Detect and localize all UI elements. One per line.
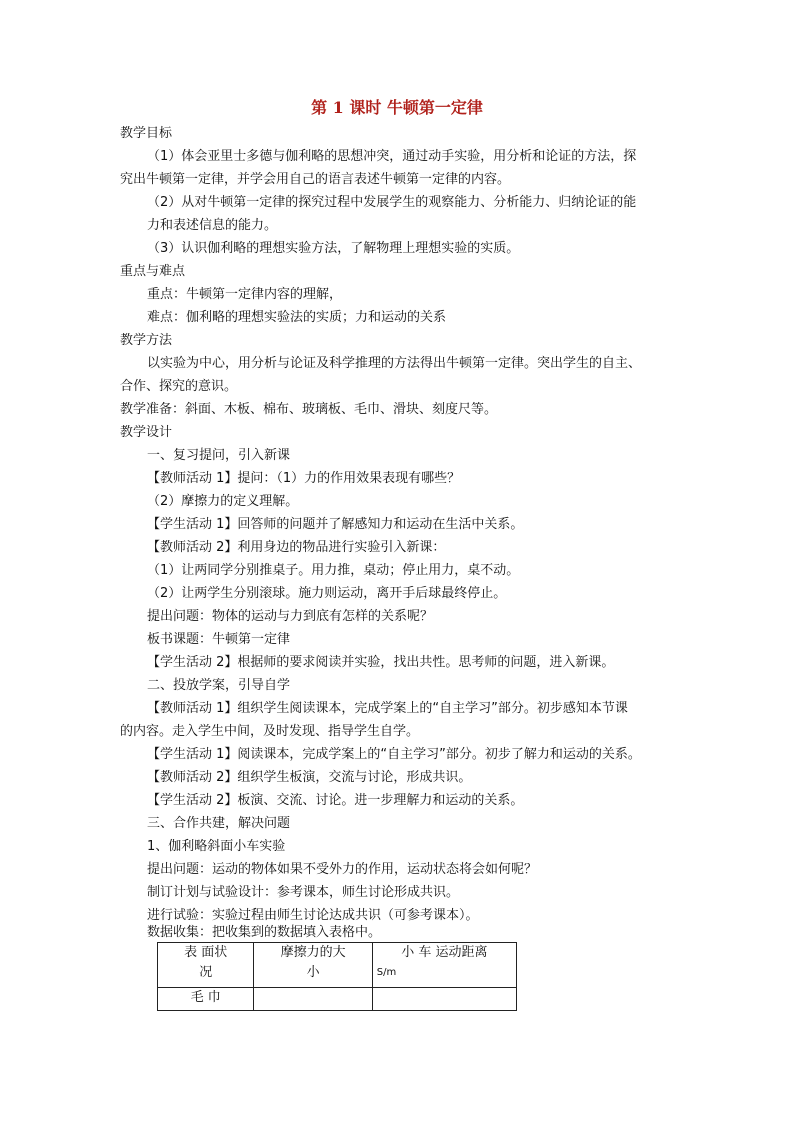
student-activity-2: 【学生活动 2】根据师的要求阅读并实验，找出共性。思考师的问题，进入新课。 [147,655,615,670]
step-2-teacher-activity-1-line-2: 的内容。走入学生中间，及时发现、指导学生自学。 [120,724,420,739]
objective-3: （3）认识伽利略的理想实验方法，了解物理上理想实验的实质。 [147,241,520,256]
step-2-student-activity-2: 【学生活动 2】板演、交流、讨论。进一步理解力和运动的关系。 [147,793,524,808]
design-step-2-heading: 二、投放学案，引导自学 [147,678,291,693]
section-heading-objectives: 教学目标 [120,126,173,141]
experiment-plan: 制订计划与试验设计：参考课本，师生讨论形成共识。 [147,885,460,900]
teacher-activity-2-item-2: （2）让两学生分别滚球。施力则运动，离开手后球最终停止。 [147,586,507,601]
step-2-teacher-activity-2: 【教师活动 2】组织学生板演，交流与讨论，形成共识。 [147,770,472,785]
objective-2-line-1: （2）从对牛顿第一定律的探究过程中发展学生的观察能力、分析能力、归纳论证的能 [147,195,637,210]
header-surface-line-1: 表 面状 [184,945,228,960]
objective-1-line-1: （1）体会亚里士多德与伽利略的思想冲突，通过动手实验，用分析和论证的方法，探 [147,149,637,164]
method-line-2: 合作、探究的意识。 [120,379,238,394]
row-surface: 毛 巾 [158,988,254,1011]
row-friction [254,988,372,1011]
step-2-teacher-activity-1-line-1: 【教师活动 1】组织学生阅读课本，完成学案上的“自主学习”部分。初步感知本节课 [147,701,628,716]
header-friction-line-1: 摩擦力的大 [280,945,346,960]
header-friction-line-2: 小 [306,965,320,980]
teacher-activity-1-item-2: （2）摩擦力的定义理解。 [147,494,299,509]
method-line-1: 以实验为中心，用分析与论证及科学推理的方法得出牛顿第一定律。突出学生的自主、 [147,356,642,371]
teacher-activity-2: 【教师活动 2】利用身边的物品进行实验引入新课： [147,540,446,555]
teaching-preparation: 教学准备：斜面、木板、棉布、玻璃板、毛巾、滑块、刻度尺等。 [120,402,498,417]
experiment-title: 1、伽利略斜面小车实验 [147,839,286,854]
header-distance [372,943,516,988]
teacher-activity-2-item-1: （1）让两同学分别推桌子。用力推，桌动；停止用力，桌不动。 [147,563,520,578]
header-distance-units: S/m [376,967,397,978]
board-title: 板书课题：牛顿第一定律 [147,632,291,647]
objective-1-line-2: 究出牛顿第一定律，并学会用自己的语言表述牛顿第一定律的内容。 [120,172,511,187]
section-heading-method: 教学方法 [120,333,173,348]
data-collection: 数据收集：把收集到的数据填入表格中。 [147,925,382,940]
objective-2-line-2: 力和表述信息的能力。 [147,218,278,233]
page-title: 第 1 课时 牛顿第一定律 [311,98,483,117]
header-surface [158,943,254,988]
step-2-student-activity-1: 【学生活动 1】阅读课本，完成学案上的“自主学习”部分。初步了解力和运动的关系。 [147,747,641,762]
header-distance-line-1: 小 车 运动距离 [401,945,488,960]
section-heading-key-points: 重点与难点 [120,264,186,279]
data-table [157,942,517,1011]
question-raised: 提出问题：物体的运动与力到底有怎样的关系呢？ [147,609,434,624]
key-point: 重点：牛顿第一定律内容的理解， [147,287,343,302]
section-heading-design: 教学设计 [120,425,173,440]
experiment-question: 提出问题：运动的物体如果不受外力的作用，运动状态将会如何呢？ [147,862,538,877]
table-row [158,988,517,1011]
teacher-activity-1: 【教师活动 1】提问：（1）力的作用效果表现有哪些？ [147,471,461,486]
experiment-procedure: 进行试验：实验过程由师生讨论达成共识（可参考课本）。 [147,908,479,923]
header-friction [254,943,372,988]
design-step-3-heading: 三、合作共建，解决问题 [147,816,291,831]
table-header-row [158,943,517,988]
header-surface-line-2: 况 [199,965,213,980]
difficult-point: 难点：伽利略的理想实验法的实质；力和运动的关系 [147,310,447,325]
student-activity-1: 【学生活动 1】回答师的问题并了解感知力和运动在生活中关系。 [147,517,524,532]
row-distance [372,988,516,1011]
design-step-1-heading: 一、复习提问，引入新课 [147,448,291,463]
